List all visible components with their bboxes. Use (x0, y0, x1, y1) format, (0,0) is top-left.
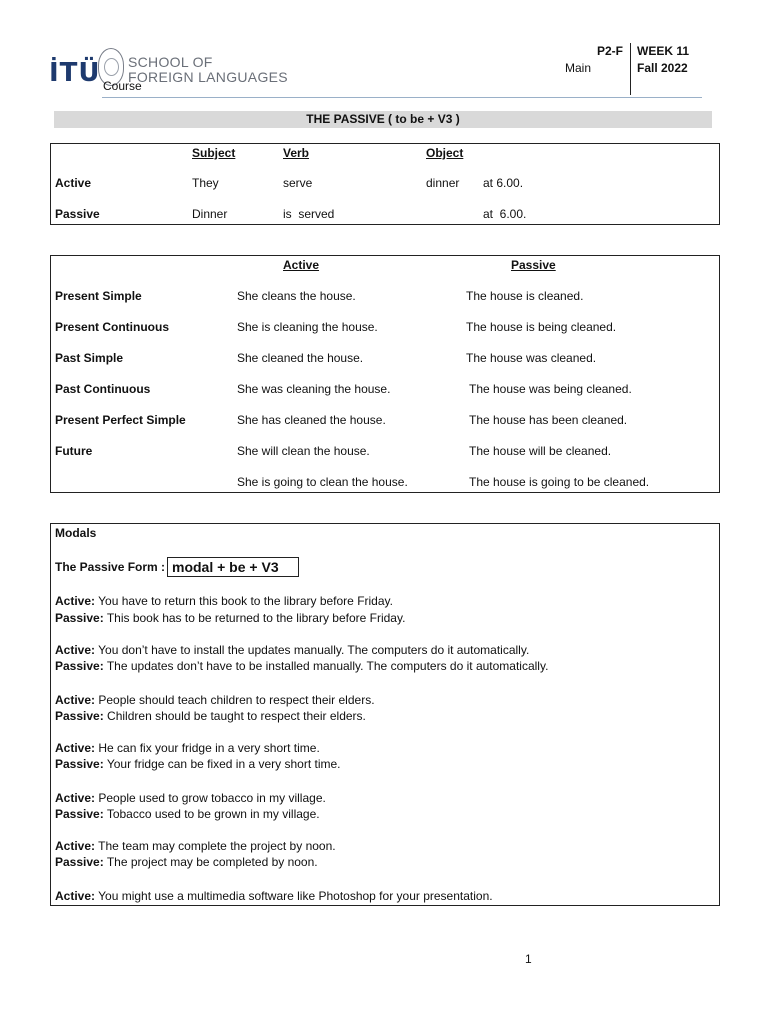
school-name (128, 55, 288, 85)
example-passive-text: The project may be completed by noon. (106, 855, 318, 869)
example-passive-text: The updates don’t have to be installed manually. The computers do it automatically. (106, 659, 549, 673)
example-active (55, 740, 320, 756)
active-tag: Active: (55, 643, 96, 657)
tense-active: She was cleaning the house. (237, 382, 391, 396)
tense-passive: The house is being cleaned. (466, 320, 617, 334)
tense-active: She is going to clean the house. (237, 475, 408, 489)
modals-heading: Modals (55, 526, 97, 540)
tense-table (50, 255, 720, 493)
header-subject: Subject (192, 146, 236, 160)
tense-col-active: Active (283, 258, 320, 272)
page-number: 1 (525, 952, 532, 966)
tense-active: She will clean the house. (237, 444, 370, 458)
example-passive-text: Tobacco used to be grown in my village. (106, 807, 320, 821)
passive-tag: Passive: (55, 855, 104, 869)
example-active (55, 642, 529, 658)
active-tag: Active: (55, 839, 96, 853)
tense-name: Present Perfect Simple (55, 413, 186, 427)
page-title: THE PASSIVE ( to be + V3 ) (54, 111, 712, 128)
active-object: dinner (426, 176, 460, 190)
active-time: at 6.00. (483, 176, 524, 190)
example-active-text: The team may complete the project by noon. (98, 839, 336, 853)
course-label: Course (103, 79, 142, 93)
example-active (55, 692, 375, 708)
tense-name: Future (55, 444, 93, 458)
passive-verb: is served (283, 207, 335, 221)
active-subject: They (192, 176, 219, 190)
active-verb: serve (283, 176, 313, 190)
tense-name: Past Simple (55, 351, 124, 365)
structure-table (50, 143, 720, 225)
tense-active: She cleans the house. (237, 289, 356, 303)
passive-tag: Passive: (55, 807, 104, 821)
week-label: WEEK 11 (637, 44, 690, 58)
tense-name: Present Simple (55, 289, 142, 303)
header-object: Object (426, 146, 464, 160)
example-passive (55, 806, 320, 822)
tense-active: She is cleaning the house. (237, 320, 378, 334)
level-code: P2-F (597, 44, 624, 58)
active-tag: Active: (55, 594, 96, 608)
passive-subject: Dinner (192, 207, 228, 221)
example-active-text: People should teach children to respect their elders. (98, 693, 375, 707)
active-tag: Active: (55, 889, 96, 903)
passive-tag: Passive: (55, 659, 104, 673)
example-active (55, 888, 493, 904)
example-passive-text: Your fridge can be fixed in a very short time. (106, 757, 341, 771)
passive-tag: Passive: (55, 709, 104, 723)
example-passive (55, 610, 405, 626)
header-rule (102, 97, 702, 98)
example-passive (55, 708, 366, 724)
example-passive (55, 756, 341, 772)
example-passive (55, 658, 548, 674)
track-label: Main (565, 61, 592, 75)
example-passive (55, 854, 318, 870)
header-verb: Verb (283, 146, 310, 160)
tense-name: Present Continuous (55, 320, 170, 334)
passive-time: at 6.00. (483, 207, 527, 221)
example-passive-text: Children should be taught to respect their elders. (107, 709, 366, 723)
tense-active: She has cleaned the house. (237, 413, 386, 427)
example-active-text: You have to return this book to the library before Friday. (98, 594, 393, 608)
tense-passive: The house will be cleaned. (469, 444, 612, 458)
passive-form-formula: modal + be + V3 (167, 557, 299, 577)
tense-name: Past Continuous (55, 382, 151, 396)
row-label-passive: Passive (55, 207, 100, 221)
example-active (55, 838, 336, 854)
example-active-text: He can fix your fridge in a very short time. (98, 741, 320, 755)
itu-logo: İTÜ (49, 58, 101, 88)
example-passive-text: This book has to be returned to the library before Friday. (106, 611, 406, 625)
active-tag: Active: (55, 741, 96, 755)
tense-passive: The house has been cleaned. (469, 413, 628, 427)
tense-active: She cleaned the house. (237, 351, 364, 365)
school-name-line2: FOREIGN LANGUAGES (128, 69, 288, 85)
passive-tag: Passive: (55, 611, 104, 625)
tense-col-passive: Passive (511, 258, 556, 272)
term-label: Fall 2022 (637, 61, 688, 75)
passive-form-label: The Passive Form : (55, 560, 166, 574)
active-tag: Active: (55, 693, 96, 707)
tense-passive: The house was being cleaned. (469, 382, 632, 396)
example-active-text: People used to grow tobacco in my village. (98, 791, 326, 805)
tense-passive: The house is going to be cleaned. (469, 475, 650, 489)
row-label-active: Active (55, 176, 92, 190)
passive-tag: Passive: (55, 757, 104, 771)
school-name-line1: SCHOOL OF (128, 54, 213, 70)
example-active (55, 593, 393, 609)
tense-passive: The house is cleaned. (466, 289, 584, 303)
example-active-text: You don’t have to install the updates manually. The computers do it automatically. (98, 643, 530, 657)
tense-passive: The house was cleaned. (466, 351, 597, 365)
active-tag: Active: (55, 791, 96, 805)
example-active (55, 790, 326, 806)
example-active-text: You might use a multimedia software like Photoshop for your presentation. (98, 889, 493, 903)
header-divider (630, 43, 631, 95)
